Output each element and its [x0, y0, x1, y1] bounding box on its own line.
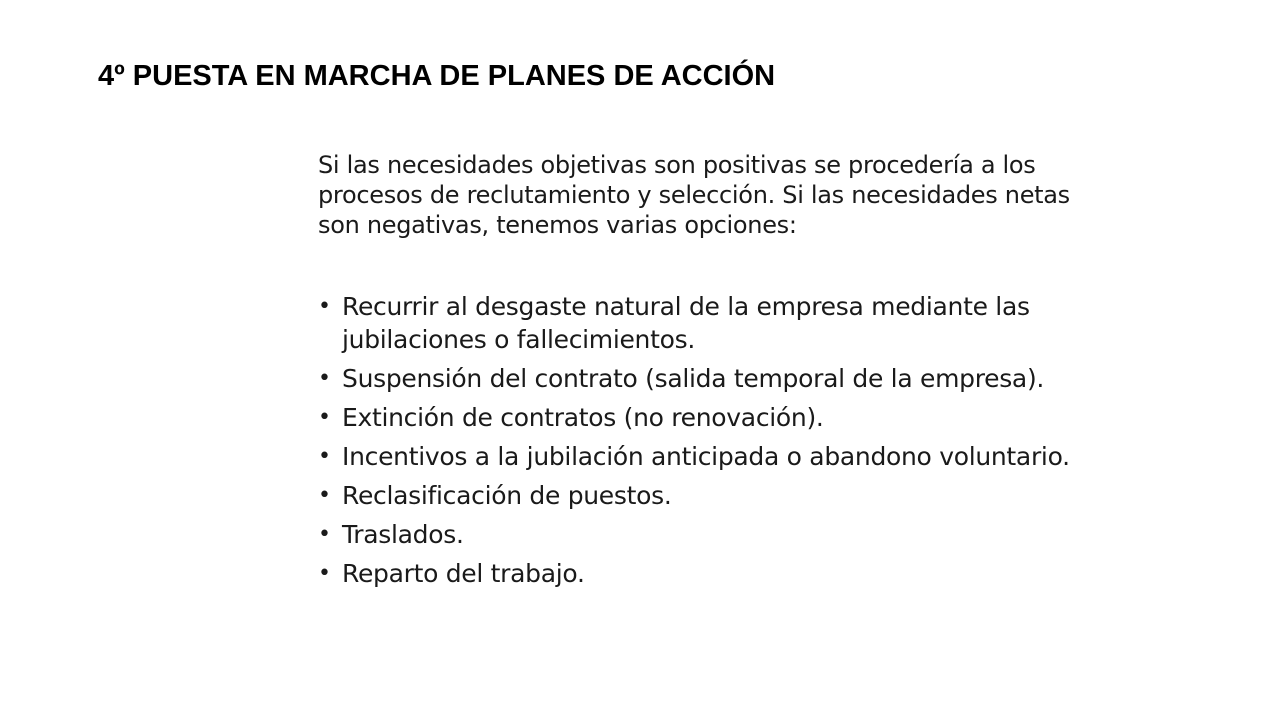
slide-content	[318, 150, 1118, 596]
list-item	[318, 518, 1102, 551]
bullet-icon: •	[318, 366, 331, 391]
bullet-icon: •	[318, 561, 331, 586]
bullet-icon: •	[318, 294, 331, 319]
bullet-list	[318, 290, 1118, 590]
list-item	[318, 362, 1102, 395]
bullet-text: Traslados.	[342, 520, 464, 549]
bullet-icon: •	[318, 522, 331, 547]
list-item	[318, 290, 1102, 356]
list-item	[318, 401, 1102, 434]
intro-paragraph: Si las necesidades objetivas son positivas se procedería a los procesos de reclutamiento y selección. Si las necesidades netas son negativas, tenemos varias opciones:	[318, 151, 1070, 239]
bullet-text: Extinción de contratos (no renovación).	[342, 403, 824, 432]
bullet-icon: •	[318, 444, 331, 469]
slide-title: 4º PUESTA EN MARCHA DE PLANES DE ACCIÓN	[98, 60, 776, 92]
bullet-icon: •	[318, 405, 331, 430]
bullet-text: Reclasificación de puestos.	[342, 481, 672, 510]
list-item	[318, 557, 1102, 590]
bullet-text: Recurrir al desgaste natural de la empresa mediante las jubilaciones o fallecimientos.	[342, 292, 1030, 354]
list-item	[318, 479, 1102, 512]
bullet-text: Reparto del trabajo.	[342, 559, 585, 588]
bullet-icon: •	[318, 483, 331, 508]
bullet-text: Suspensión del contrato (salida temporal de la empresa).	[342, 364, 1045, 393]
bullet-text: Incentivos a la jubilación anticipada o abandono voluntario.	[342, 442, 1070, 471]
list-item	[318, 440, 1102, 473]
